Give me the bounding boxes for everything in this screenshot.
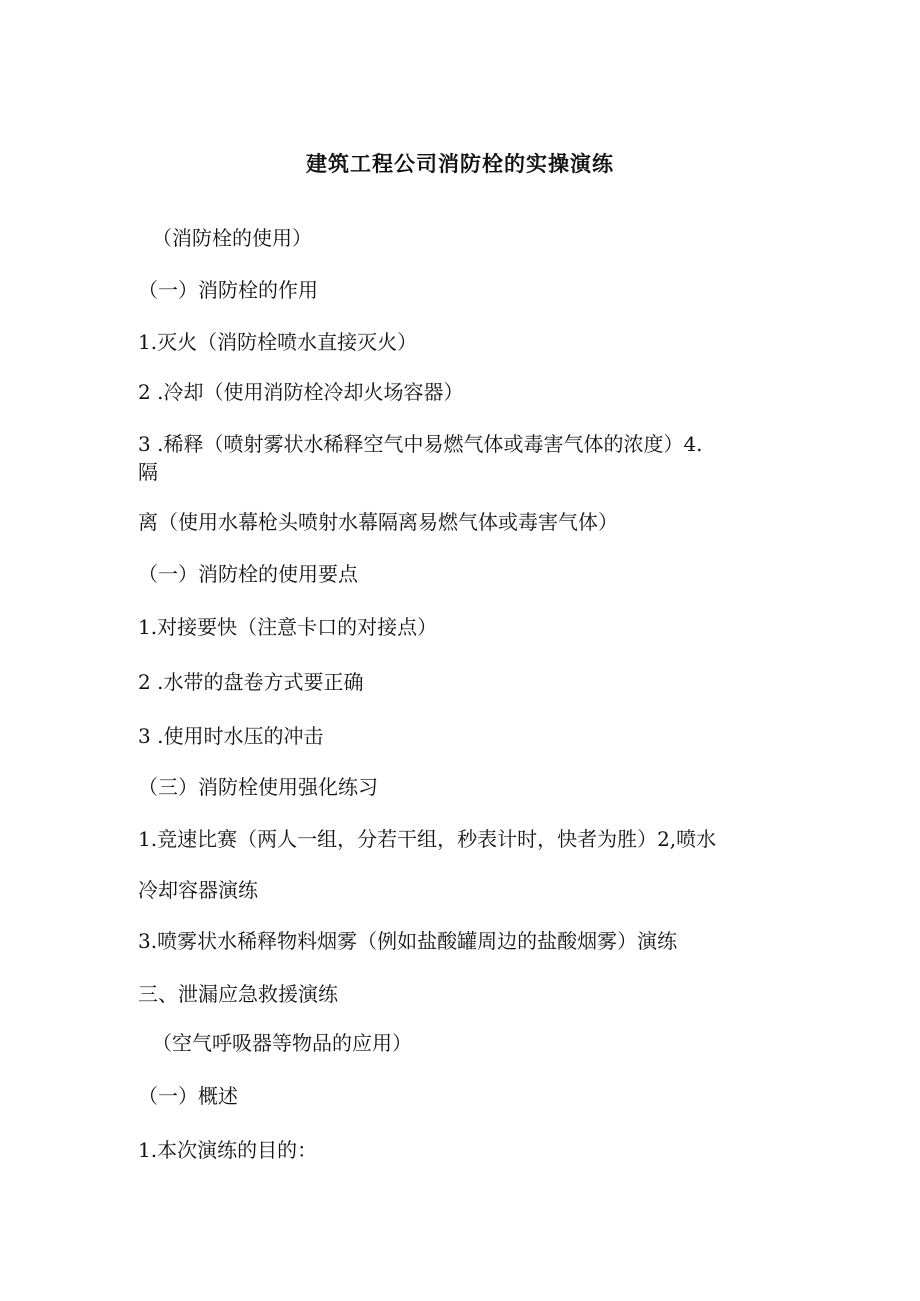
list-item-continuation: 冷却容器演练 bbox=[138, 878, 258, 902]
list-item: 1.对接要快（注意卡口的对接点） bbox=[138, 615, 438, 639]
list-item: 2 .冷却（使用消防栓冷却火场容器） bbox=[138, 380, 464, 404]
document-title: 建筑工程公司消防栓的实操演练 bbox=[306, 152, 614, 176]
section-heading: （一）概述 bbox=[138, 1084, 238, 1108]
list-item-continuation: 隔 bbox=[138, 460, 158, 484]
section-heading: （三）消防栓使用强化练习 bbox=[138, 775, 378, 799]
section-heading: （一）消防栓的使用要点 bbox=[138, 562, 358, 586]
chapter-heading: 三、泄漏应急救援演练 bbox=[138, 982, 338, 1006]
list-item: 1.竞速比赛（两人一组，分若干组，秒表计时，快者为胜）2,喷水 bbox=[138, 827, 717, 851]
list-item: 1.灭火（消防栓喷水直接灭火） bbox=[138, 330, 418, 354]
list-item: 3.喷雾状水稀释物料烟雾（例如盐酸罐周边的盐酸烟雾）演练 bbox=[138, 929, 678, 953]
subtitle-hydrant-use: （消防栓的使用） bbox=[152, 226, 312, 250]
list-item-continuation: 离（使用水幕枪头喷射水幕隔离易燃气体或毒害气体） bbox=[138, 510, 618, 534]
list-item: 3 .稀释（喷射雾状水稀释空气中易燃气体或毒害气体的浓度）4. bbox=[138, 432, 703, 456]
list-item: 2 .水带的盘卷方式要正确 bbox=[138, 670, 364, 694]
subtitle-breathing-apparatus: （空气呼吸器等物品的应用） bbox=[152, 1031, 412, 1055]
list-item: 3 .使用时水压的冲击 bbox=[138, 724, 324, 748]
section-heading: （一）消防栓的作用 bbox=[138, 278, 318, 302]
list-item: 1.本次演练的目的： bbox=[138, 1138, 318, 1162]
